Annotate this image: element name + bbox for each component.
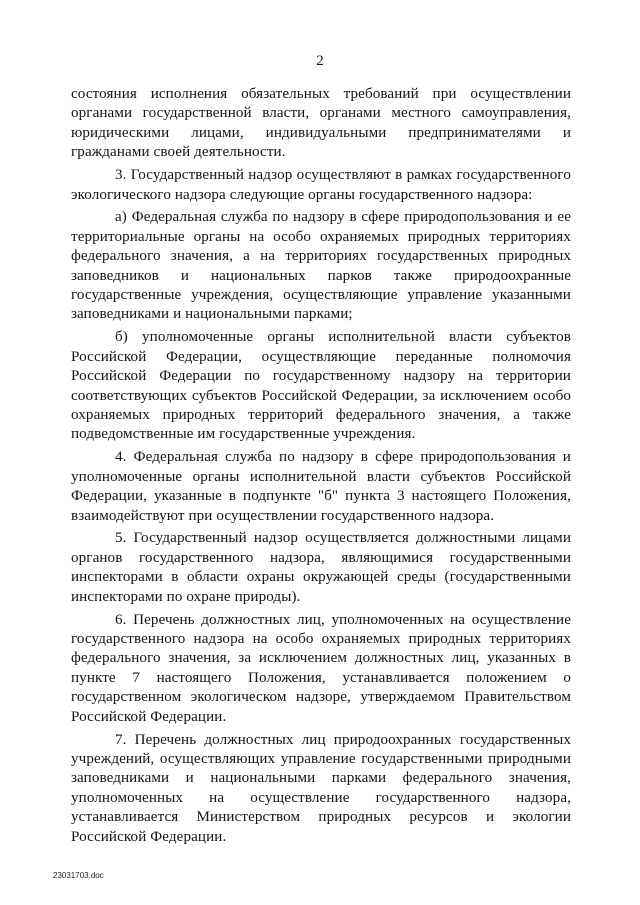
paragraph-item-5: 5. Государственный надзор осуществляется должностными лицами органов государственного надзора, являющимися государственными инспекторами в области охраны окружающей среды (государственными инспекторами по охране природы). <box>71 530 571 605</box>
paragraph-item-7: 7. Перечень должностных лиц природоохранных государственных учреждений, осуществляющих управление государственными природными заповедниками и национальными парками федерального значения, уполномоченных на осуществление государственного надзора, устанавливается Министерством природных ресурсов и экологии Российской Федерации. <box>71 731 571 845</box>
paragraph-item-4: 4. Федеральная служба по надзору в сфере природопользования и уполномоченные органы исполнительной власти субъектов Российской Федерации, указанные в подпункте "б" пункта 3 настоящего Положения, взаимодействуют при осуществлении государственного надзора. <box>71 449 571 524</box>
paragraph-item-6: 6. Перечень должностных лиц, уполномоченных на осуществление государственного надзора на особо охраняемых природных территориях федерального значения, за исключением должностных лиц, указанных в пункте 7 настоящего Положения, устанавливается положением о государственном экологическом надзоре, утверждаемом Правительством Российской Федерации. <box>71 611 571 725</box>
paragraph-subitem-b: б) уполномоченные органы исполнительной власти субъектов Российской Федерации, осуществляющие переданные полномочия Российской Федерации по государственному надзору на территории соответствующих субъектов Российской Федерации, за исключением особо охраняемых природных территорий федерального значения, а также подведомственные им государственные учреждения. <box>71 329 571 443</box>
paragraph-continuation: состояния исполнения обязательных требований при осуществлении органами государственной власти, органами местного самоуправления, юридическими лицами, индивидуальными предпринимателями и гражданами своей деятельности. <box>71 86 571 161</box>
document-body <box>71 85 571 850</box>
paragraph-subitem-a: а) Федеральная служба по надзору в сфере природопользования и ее территориальные органы на особо охраняемых природных территориях федерального значения, а на территориях государственных природных заповедников и национальных парков также природоохранные государственные учреждения, осуществляющие управление указанными заповедниками и национальными парками; <box>71 209 571 323</box>
page-number: 2 <box>316 53 324 69</box>
paragraph-item-3: 3. Государственный надзор осуществляют в рамках государственного экологического надзора следующие органы государственного надзора: <box>71 167 571 203</box>
footer-filename: 23031703.doc <box>53 871 104 880</box>
